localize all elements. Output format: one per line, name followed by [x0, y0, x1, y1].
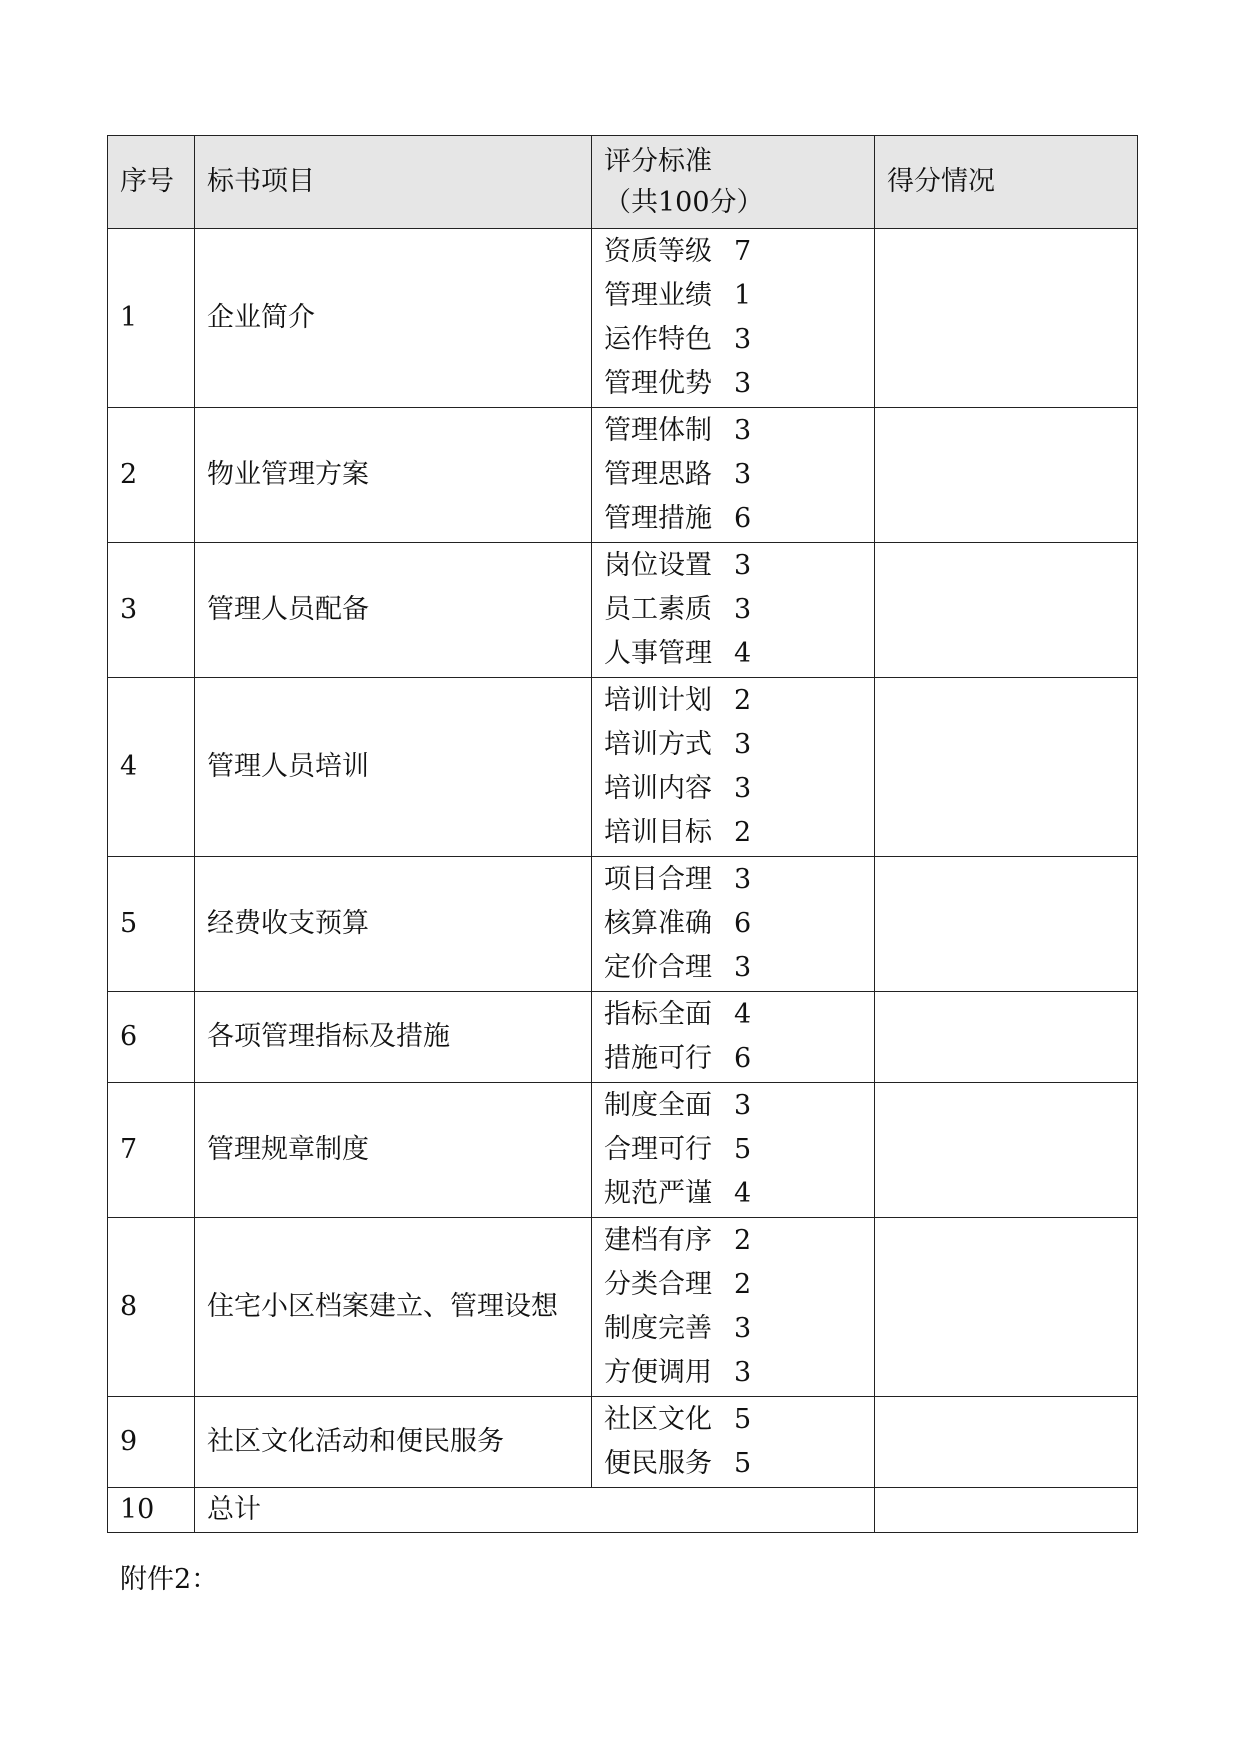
criterion-line: [604, 1442, 862, 1486]
criterion-points: 4: [734, 638, 752, 669]
table-body: [108, 229, 1138, 1533]
criterion-line: [604, 362, 862, 406]
score-cell: [875, 1218, 1138, 1397]
row-criteria: [592, 857, 875, 992]
criterion-points: 5: [734, 1134, 752, 1165]
table-row: [108, 408, 1138, 543]
total-row-label: 总计: [195, 1488, 875, 1533]
criterion-points: 3: [734, 368, 752, 399]
criterion-line: [604, 1219, 862, 1263]
criterion-line: [604, 946, 862, 990]
row-criteria: [592, 678, 875, 857]
criterion-points: 4: [734, 1178, 752, 1209]
criterion-points: 2: [734, 1269, 752, 1300]
criterion-line: [604, 1307, 862, 1351]
row-no: 2: [108, 408, 195, 543]
criterion-line: [604, 858, 862, 902]
header-criteria-title: 评分标准: [604, 146, 712, 177]
row-item: 经费收支预算: [195, 857, 592, 992]
score-cell: [875, 408, 1138, 543]
score-cell: [875, 543, 1138, 678]
total-row: [108, 1488, 1138, 1533]
criterion-points: 2: [734, 1225, 752, 1256]
table-row: [108, 992, 1138, 1083]
criterion-name: 管理体制: [604, 415, 712, 446]
criterion-name: 运作特色: [604, 324, 712, 355]
attachment-label: 附件2：: [120, 1564, 219, 1595]
criterion-points: 2: [734, 685, 752, 716]
criterion-line: [604, 1351, 862, 1395]
criterion-name: 人事管理: [604, 638, 712, 669]
criterion-line: [604, 902, 862, 946]
criterion-name: 合理可行: [604, 1134, 712, 1165]
criterion-points: 7: [734, 236, 752, 267]
criterion-name: 资质等级: [604, 236, 712, 267]
header-criteria: [592, 136, 875, 229]
criterion-name: 核算准确: [604, 908, 712, 939]
row-no: 1: [108, 229, 195, 408]
criterion-name: 方便调用: [604, 1357, 712, 1388]
criterion-line: [604, 1398, 862, 1442]
row-no: 3: [108, 543, 195, 678]
criterion-name: 制度全面: [604, 1090, 712, 1121]
criterion-points: 3: [734, 952, 752, 983]
criterion-line: [604, 497, 862, 541]
header-criteria-total: （共100分）: [604, 187, 764, 218]
row-criteria: [592, 992, 875, 1083]
row-no: 5: [108, 857, 195, 992]
criterion-line: [604, 1128, 862, 1172]
criterion-points: 3: [734, 550, 752, 581]
scoring-table: [107, 135, 1138, 1533]
criterion-line: [604, 453, 862, 497]
criterion-name: 制度完善: [604, 1313, 712, 1344]
row-item: 各项管理指标及措施: [195, 992, 592, 1083]
criterion-name: 措施可行: [604, 1043, 712, 1074]
criterion-name: 员工素质: [604, 594, 712, 625]
criterion-points: 1: [734, 280, 752, 311]
table-row: [108, 1083, 1138, 1218]
criterion-points: 2: [734, 817, 752, 848]
row-no: 7: [108, 1083, 195, 1218]
criterion-line: [604, 230, 862, 274]
table-row: [108, 1397, 1138, 1488]
criterion-points: 4: [734, 999, 752, 1030]
criterion-points: 3: [734, 1357, 752, 1388]
criterion-name: 便民服务: [604, 1448, 712, 1479]
criterion-name: 管理思路: [604, 459, 712, 490]
score-cell: [875, 1083, 1138, 1218]
criterion-name: 分类合理: [604, 1269, 712, 1300]
criterion-points: 5: [734, 1404, 752, 1435]
criterion-points: 6: [734, 1043, 752, 1074]
criterion-name: 培训目标: [604, 817, 712, 848]
criterion-points: 5: [734, 1448, 752, 1479]
row-no: 4: [108, 678, 195, 857]
criterion-name: 培训方式: [604, 729, 712, 760]
header-score: 得分情况: [875, 136, 1138, 229]
row-criteria: [592, 1218, 875, 1397]
criterion-points: 3: [734, 415, 752, 446]
row-no: 8: [108, 1218, 195, 1397]
criterion-name: 项目合理: [604, 864, 712, 895]
criterion-name: 社区文化: [604, 1404, 712, 1435]
score-cell: [875, 1397, 1138, 1488]
table-row: [108, 678, 1138, 857]
criterion-line: [604, 1037, 862, 1081]
header-no: 序号: [108, 136, 195, 229]
criterion-line: [604, 1172, 862, 1216]
criterion-name: 培训计划: [604, 685, 712, 716]
header-item: 标书项目: [195, 136, 592, 229]
criterion-line: [604, 723, 862, 767]
total-row-no: 10: [108, 1488, 195, 1533]
criterion-line: [604, 1263, 862, 1307]
score-cell: [875, 992, 1138, 1083]
score-cell: [875, 229, 1138, 408]
criterion-name: 定价合理: [604, 952, 712, 983]
row-item: 住宅小区档案建立、管理设想: [195, 1218, 592, 1397]
criterion-points: 6: [734, 503, 752, 534]
criterion-line: [604, 409, 862, 453]
criterion-line: [604, 1084, 862, 1128]
total-score-cell: [875, 1488, 1138, 1533]
criterion-name: 管理业绩: [604, 280, 712, 311]
table-row: [108, 543, 1138, 678]
table-row: [108, 1218, 1138, 1397]
criterion-line: [604, 544, 862, 588]
criterion-points: 3: [734, 459, 752, 490]
criterion-name: 建档有序: [604, 1225, 712, 1256]
row-criteria: [592, 1397, 875, 1488]
criterion-points: 3: [734, 729, 752, 760]
criterion-name: 岗位设置: [604, 550, 712, 581]
criterion-points: 3: [734, 864, 752, 895]
score-cell: [875, 857, 1138, 992]
row-criteria: [592, 543, 875, 678]
table-row: [108, 857, 1138, 992]
criterion-line: [604, 274, 862, 318]
criterion-name: 培训内容: [604, 773, 712, 804]
row-item: 物业管理方案: [195, 408, 592, 543]
criterion-line: [604, 632, 862, 676]
criterion-points: 3: [734, 324, 752, 355]
score-cell: [875, 678, 1138, 857]
row-item: 管理人员配备: [195, 543, 592, 678]
criterion-line: [604, 679, 862, 723]
criterion-points: 3: [734, 1313, 752, 1344]
criterion-line: [604, 318, 862, 362]
criterion-name: 管理优势: [604, 368, 712, 399]
criterion-line: [604, 767, 862, 811]
criterion-name: 规范严谨: [604, 1178, 712, 1209]
criterion-line: [604, 993, 862, 1037]
row-criteria: [592, 408, 875, 543]
table-header-row: [108, 136, 1138, 229]
criterion-name: 管理措施: [604, 503, 712, 534]
row-no: 6: [108, 992, 195, 1083]
criterion-points: 3: [734, 773, 752, 804]
criterion-name: 指标全面: [604, 999, 712, 1030]
row-item: 管理人员培训: [195, 678, 592, 857]
criterion-line: [604, 811, 862, 855]
row-criteria: [592, 1083, 875, 1218]
row-item: 社区文化活动和便民服务: [195, 1397, 592, 1488]
row-item: 管理规章制度: [195, 1083, 592, 1218]
criterion-points: 3: [734, 594, 752, 625]
row-criteria: [592, 229, 875, 408]
criterion-points: 6: [734, 908, 752, 939]
row-item: 企业简介: [195, 229, 592, 408]
row-no: 9: [108, 1397, 195, 1488]
criterion-points: 3: [734, 1090, 752, 1121]
criterion-line: [604, 588, 862, 632]
table-row: [108, 229, 1138, 408]
